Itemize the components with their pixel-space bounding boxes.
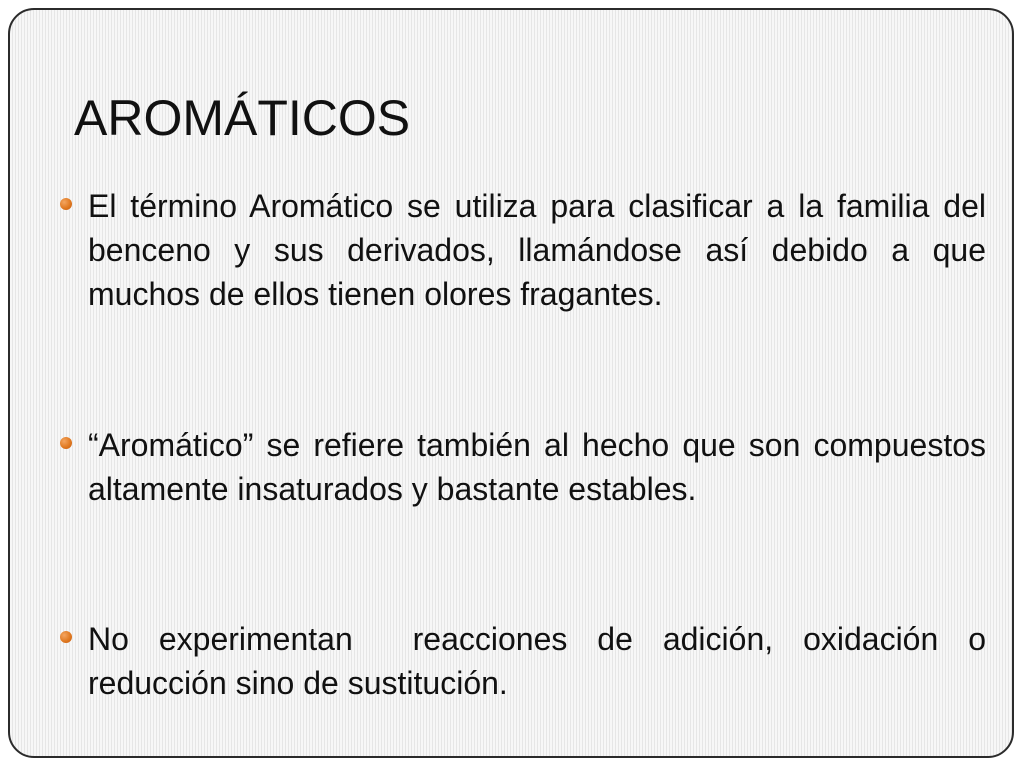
bullet-text: No experimentan reacciones de adición, oxidación o reducción sino de sustitución. <box>88 621 995 701</box>
bullet-dot-icon <box>60 437 72 449</box>
slide-frame <box>8 8 1022 758</box>
slide-title: AROMÁTICOS <box>74 90 411 146</box>
bullet-text: El término Aromático se utiliza para clasificar a la familia del benceno y sus derivados, llamándose así debido a que muchos de ellos tienen olores fragantes. <box>88 188 1022 312</box>
bullet-dot-icon <box>60 631 72 643</box>
bullet-dot-icon <box>60 198 72 210</box>
bullet-text: “Aromático” se refiere también al hecho que son compuestos altamente insaturados y bastante estables. <box>88 427 995 507</box>
bullet-list <box>10 10 1022 756</box>
